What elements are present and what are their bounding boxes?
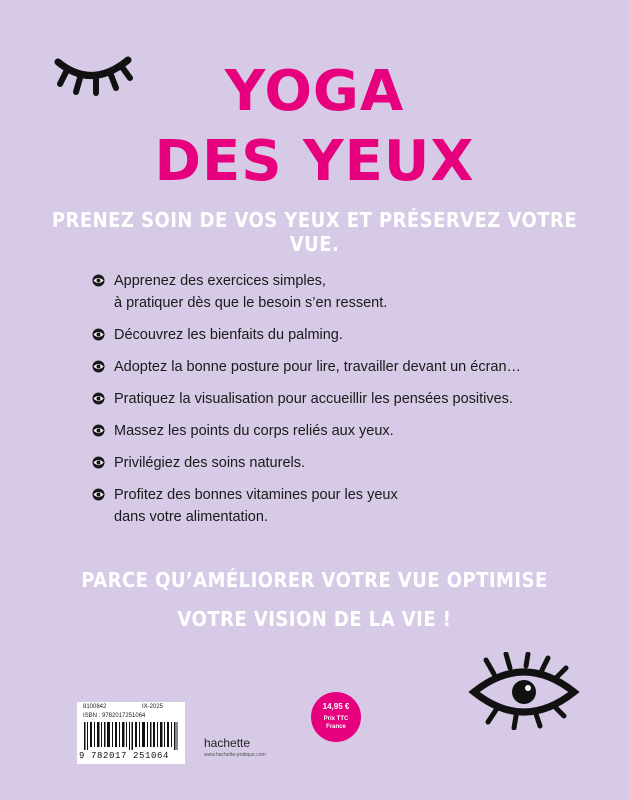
list-item	[92, 388, 572, 410]
list-item	[92, 324, 572, 346]
list-item-text: Adoptez la bonne posture pour lire, travailler devant un écran…	[114, 359, 522, 375]
list-item	[92, 356, 572, 378]
eye-bullet-icon	[92, 360, 105, 373]
list-item	[92, 484, 572, 528]
publisher-url: www.hachette-pratique.com	[204, 752, 266, 758]
eye-bullet-icon	[92, 488, 105, 501]
barcode-icon	[84, 722, 178, 750]
tagline-line-2: VOTRE VISION DE LA VIE !	[177, 607, 452, 631]
benefit-list	[92, 270, 572, 538]
price-country: France	[326, 724, 346, 730]
eye-bullet-icon	[92, 392, 105, 405]
title-line-1: YOGA	[224, 59, 405, 124]
list-item	[92, 452, 572, 474]
price-label: Prix TTC	[323, 716, 349, 722]
open-eye-icon	[468, 652, 580, 730]
list-item	[92, 270, 572, 314]
eye-bullet-icon	[92, 328, 105, 341]
price-amount: 14,95 €	[322, 702, 350, 711]
title-line-2: DES YEUX	[154, 129, 475, 194]
list-item-text: Découvrez les bienfaits du palming.	[114, 327, 343, 343]
product-code: 8100842	[83, 704, 107, 710]
list-item-text: Privilégiez des soins naturels.	[114, 455, 306, 471]
isbn: ISBN : 9782017251064	[83, 713, 146, 719]
barcode-label	[77, 702, 185, 764]
list-item-text: dans votre alimentation.	[114, 509, 268, 525]
eye-bullet-icon	[92, 274, 105, 287]
list-item-text: Pratiquez la visualisation pour accueillir les pensées positives.	[114, 391, 513, 407]
print-date: IX-2025	[141, 704, 163, 710]
eye-bullet-icon	[92, 456, 105, 469]
list-item-text: Profitez des bonnes vitamines pour les yeux	[114, 487, 398, 503]
list-item	[92, 420, 572, 442]
list-item-text: à pratiquer dès que le besoin s’en ressent.	[114, 295, 388, 311]
eye-bullet-icon	[92, 424, 105, 437]
list-item-text: Apprenez des exercices simples,	[114, 273, 326, 289]
list-item-text: Massez les points du corps reliés aux yeux.	[114, 423, 394, 439]
publisher-name: hachette	[204, 736, 251, 750]
barcode-digits: 9 782017 251064	[79, 751, 170, 761]
tagline-line-1: PARCE QU’AMÉLIORER VOTRE VUE OPTIMISE	[81, 568, 548, 592]
subtitle: PRENEZ SOIN DE VOS YEUX ET PRÉSERVEZ VOTRE VUE.	[51, 208, 578, 256]
price-badge	[311, 692, 361, 742]
